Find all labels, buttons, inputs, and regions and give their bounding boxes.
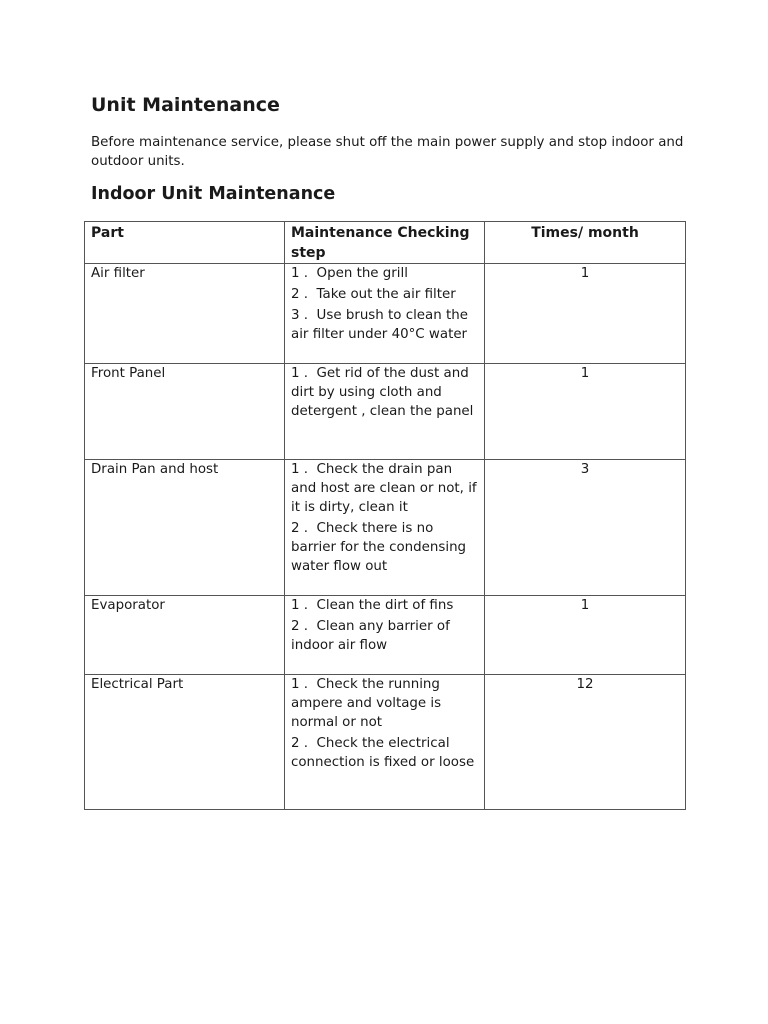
part-cell [85, 675, 285, 810]
part-cell [85, 596, 285, 675]
part-cell [85, 460, 285, 596]
steps-cell [285, 596, 485, 675]
times-value: 1 [580, 366, 590, 381]
step-item: 2 . Check there is no barrier for the condensing water flow out [291, 521, 467, 574]
table-row [85, 460, 686, 596]
part-label: Evaporator [91, 598, 165, 613]
step-item: 2 . Take out the air filter [291, 287, 456, 302]
table-row [85, 675, 686, 810]
part-label: Electrical Part [91, 677, 184, 692]
section-title: Indoor Unit Maintenance [91, 184, 336, 204]
header-steps-label: Maintenance Checking step [291, 225, 470, 261]
steps-cell [285, 264, 485, 364]
maintenance-table [84, 221, 686, 810]
step-item: 1 . Get rid of the dust and dirt by using cloth and detergent , clean the panel [291, 366, 474, 419]
table-row [85, 596, 686, 675]
header-times-label: Times/ month [531, 225, 639, 241]
step-item: 2 . Clean any barrier of indoor air flow [291, 619, 450, 653]
header-cell-part [85, 222, 285, 264]
header-cell-steps [285, 222, 485, 264]
table-row [85, 264, 686, 364]
header-part-label: Part [91, 225, 124, 241]
step-item: 1 . Check the running ampere and voltage is normal or not [291, 677, 442, 730]
step-item: 1 . Check the drain pan and host are clean or not, if it is dirty, clean it [291, 462, 477, 515]
part-cell [85, 264, 285, 364]
document-title: Unit Maintenance [91, 94, 280, 116]
steps-cell [285, 460, 485, 596]
times-cell [485, 596, 686, 675]
table-header-row [85, 222, 686, 264]
times-value: 12 [576, 677, 594, 692]
times-value: 3 [580, 462, 590, 477]
times-cell [485, 460, 686, 596]
step-item: 1 . Clean the dirt of fins [291, 598, 454, 613]
steps-cell [285, 675, 485, 810]
times-value: 1 [580, 598, 590, 613]
part-label: Front Panel [91, 366, 166, 381]
step-item: 2 . Check the electrical connection is fixed or loose [291, 736, 475, 770]
header-cell-times [485, 222, 686, 264]
steps-cell [285, 364, 485, 460]
step-item: 1 . Open the grill [291, 266, 408, 281]
times-value: 1 [580, 266, 590, 281]
part-label: Air filter [91, 266, 145, 281]
times-cell [485, 264, 686, 364]
part-label: Drain Pan and host [91, 462, 219, 477]
table-row [85, 364, 686, 460]
intro-paragraph: Before maintenance service, please shut off the main power supply and stop indoor and outdoor units. [91, 135, 684, 169]
part-cell [85, 364, 285, 460]
times-cell [485, 675, 686, 810]
step-item: 3 . Use brush to clean the air filter under 40°C water [291, 308, 468, 342]
times-cell [485, 364, 686, 460]
